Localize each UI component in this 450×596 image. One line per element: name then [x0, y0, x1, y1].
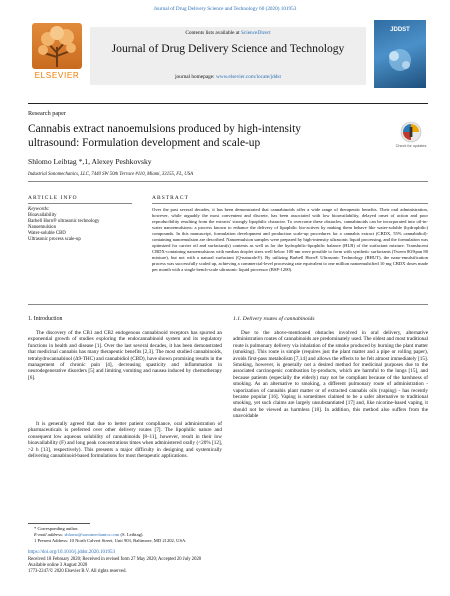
tree-graphic-icon [32, 23, 82, 69]
footnote-corresponding-author: * Corresponding author. [34, 526, 79, 531]
abstract-text: Over the past several decades, it has been demonstrated that cannabinoids offer a wide range of therapeutic benefits. Their oral administration, however, while arguably the most convenient and discrete, has been associated with low bioavailability, delayed onset of action and poor reproducibility resulting from the extracts' strongly lipophilic character. To overcome these obstacles, cannabinoids can be incorporated into oil-in-water nanoemulsions: a process known to enhance the delivery of lipophilic bio-actives by making them behave like water-soluble (hydrophilic) compounds. In this manuscript, formulation development and production scale-up procedures for a cannabis extract (CBDX, 55% cannabidiol)-containing nanoemulsion are described. Nanoemulsion samples were prepared by high-intensity ultrasonic liquid processing, and the formulation was optimized for carrier oil and surfactant(s) contents as well as for the hydrophilic-lipophilic balance (HLB) of the surfactant mixture. Translucent CBDX-containing nanoemulsions with median droplet sizes well below 100 nm were possible to form with synthetic surfactants (Tween 80/Span 80 mixture), but not with a natural surfactant (Q-naturale®). By utilizing Barbell Horn® Ultrasonic Technology (BHUT), the nano-emulsification process was successfully scaled up, achieving a commercial-level processing rate equivalent to one million nanoemulsified 10 mg CBDX doses made per month with a single bench-scale ultrasonic liquid processor (BSP-1200). [152, 207, 428, 273]
contents-prefix: Contents lists available at [185, 30, 241, 36]
sciencedirect-link[interactable]: ScienceDirect [240, 30, 271, 36]
copyright-line: 1773-2247/© 2020 Elsevier B.V. All rights reserved. [28, 569, 127, 574]
cover-art-icon [374, 20, 426, 88]
journal-cover-thumbnail[interactable] [374, 20, 426, 88]
email-link[interactable]: shlomo@sonomechanics.com [64, 532, 120, 537]
online-date: Available online 3 August 2020 [28, 563, 88, 568]
article-info-rule [28, 203, 132, 204]
received-dates: Received 18 February 2020; Received in revised form 27 May 2020; Accepted 20 July 2020 [28, 557, 202, 562]
email-suffix: (S. Leibtag). [119, 532, 144, 537]
keyword-item: Water-soluble CBD [28, 231, 66, 237]
journal-name: Journal of Drug Delivery Science and Technology [111, 42, 345, 55]
section-heading-introduction: 1. Introduction [28, 316, 63, 322]
elsevier-logo[interactable] [28, 23, 86, 85]
affiliation-rule [28, 181, 428, 182]
homepage-link[interactable]: www.elsevier.com/locate/jddst [215, 74, 281, 80]
abstract-rule [152, 203, 428, 204]
journal-reference[interactable]: Journal of Drug Delivery Science and Technology 60 (2020) 101953 [153, 6, 297, 12]
journal-masthead [28, 15, 428, 99]
homepage-line [90, 74, 366, 80]
publisher-name: ELSEVIER [34, 71, 80, 80]
article-info-heading: ARTICLE INFO [28, 195, 78, 201]
author-affiliation: Industrial Sonomechanics, LLC, 7440 SW 50th Terrace #110, Miami, 33155, FL, USA [28, 172, 194, 177]
keyword-list [28, 213, 138, 243]
keyword-item: Barbell Horn® ultrasonic technology [28, 219, 100, 225]
keyword-item: Bioavailability [28, 213, 57, 218]
email-label: E-mail address: [34, 532, 65, 537]
check-for-updates-icon [400, 121, 422, 143]
delivery-routes-paragraph: Due to the above-mentioned obstacles involved in oral delivery, alternative administration routes of cannabinoids are predominately used. The oldest and most traditional route is pulmonary delivery via inhalation of the smoke produced by burning the plant matter (smoking). This route is simple (requires just the plant matter and a pipe or rolling paper), avoids first-pass metabolism [7,14] and allows the effects to be felt almost immediately [15]. Smoking, however, is generally not a desired method for medicinal purposes due to the associated carcinogenic combustion by-products, which are harmful to the lungs [15], and because patients (especially the elderly) may not be compliant because of the harshness of smoking. As an alternative to smoking, a different pulmonary route of administration - vaporization of cannabis plant matter or of extracted cannabis oils (vaping) - has recently became popular [16]. Vaping is sometimes claimed to be a safer alternative to traditional smoking, yet such claims are largely unsubstantiated [17] and, like nicotine-based vaping, it should not be viewed as harmless [18]. In addition, this method also suffers from the unavoidable [233, 330, 428, 420]
footnote-rule [28, 523, 90, 524]
keyword-item: Ultrasonic process scale-up [28, 237, 81, 243]
subsection-heading-delivery-routes: 1.1. Delivery routes of cannabinoids [233, 316, 315, 322]
keyword-item: Nanoemulsion [28, 225, 56, 231]
elsevier-tree-icon [32, 23, 82, 69]
article-type: Research paper [28, 110, 66, 117]
keywords-label: Keywords: [28, 207, 50, 212]
header-rule [28, 103, 428, 104]
doi-link[interactable]: https://doi.org/10.1016/j.jddst.2020.101953 [28, 550, 115, 555]
introduction-paragraph-2: It is generally agreed that due to better patient compliance, oral administration of pharmaceuticals is preferred over other delivery routes [7]. The lipophilic nature and consequent low aqueous solubility of cannabinoids [8–11], however, result in their low bioavailability (F) and long peak concentrations times when administered orally (<20% [12], >2 h [13], respectively). This presents a major difficulty in designing and systemically delivering cannabinoid-based formulations for most therapeutic applications. [28, 421, 222, 460]
cover-title: JDDST [390, 27, 410, 33]
author-list[interactable]: Shlomo Leibtag *,1, Alexey Peshkovsky [28, 157, 152, 166]
crossmark-label[interactable]: Check for updates [395, 144, 427, 148]
crossmark-icon[interactable] [400, 121, 422, 143]
homepage-prefix: journal homepage: [175, 74, 216, 80]
journal-band [90, 27, 366, 85]
introduction-paragraph-1: The discovery of the CB1 and CB2 endogenous cannabinoid receptors has spurred an exponential growth of studies exploring the endocannabinoid system and its regulatory functions in health and disease [1]. Over the last several decades, it has been demonstrated that medicinal cannabis has many therapeutic benefits [2,3]. The most studied cannabinoids, tetrahydrocannabinol (Δ9-THC) and cannabidiol (CBD), have shown promising results in the management of chronic pain [4], decreasing spasticity and inflammation in neurodegenerative disorders [5] and limiting vomiting and nausea induced by chemotherapy [6]. [28, 330, 222, 381]
abstract-heading: ABSTRACT [152, 195, 189, 201]
article-title: Cannabis extract nanoemulsions produced by high-intensity ultrasound: Formulation development and scale-up [28, 123, 302, 149]
contents-line [90, 30, 366, 36]
abstract-bottom-rule [28, 304, 428, 305]
footnote-present-address: 1 Present Address: 10 North Calvert Street, Unit 903, Baltimore, MD 21202, USA. [34, 538, 187, 543]
